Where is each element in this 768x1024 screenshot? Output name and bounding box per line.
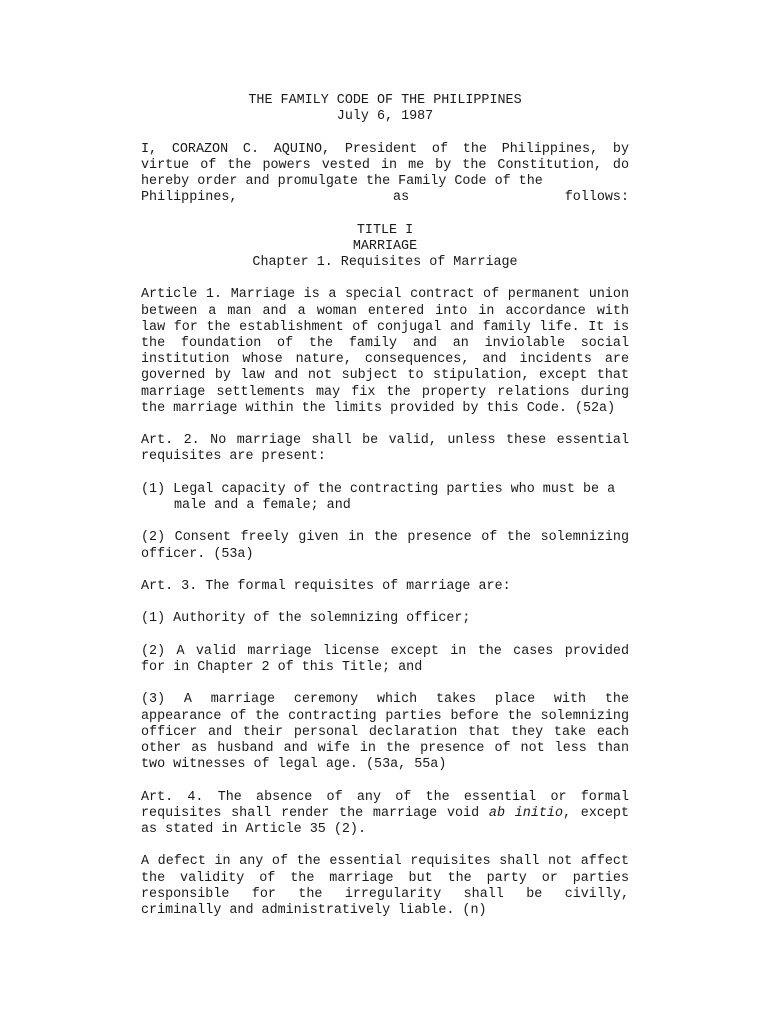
preamble-last-line: Philippines, as follows: [141,190,629,206]
article-3-item-2: (2) A valid marriage license except in the cases provided for in Chapter 2 of this Title; and [141,643,629,675]
title-block [141,223,629,272]
document-title: THE FAMILY CODE OF THE PHILIPPINES [248,93,522,108]
article-4-text-a: Art. 4. The absence of any of the essential or formal requisites shall render the marriage void [141,789,629,821]
title-heading: TITLE I [356,222,414,238]
article-4-paragraph-2: A defect in any of the essential requisites shall not affect the validity of the marriage but the party or parties responsible for the irregularity shall be civilly, criminally and administratively liable. (n) [141,854,629,918]
article-4 [141,790,629,839]
article-4-italic: ab initio [488,805,563,821]
preamble [141,142,629,207]
article-3-item-1: (1) Authority of the solemnizing officer; [141,611,471,627]
article-2-item-1: (1) Legal capacity of the contracting parties who must be a male and a female; and [141,481,616,513]
document-body [141,93,629,919]
document-date: July 6, 1987 [336,109,434,125]
preamble-text: I, CORAZON C. AQUINO, President of the Philippines, by virtue of the powers vested in me by the Constitution, do hereby order and promulgate the Family Code of the [141,141,629,189]
chapter-heading: Chapter 1. Requisites of Marriage [252,255,518,270]
article-1: Article 1. Marriage is a special contract of permanent union between a man and a woman entered into in accordance with law for the establishment of conjugal and family life. It is the foundation of the family and an inviolable social institution whose nature, consequences, and incidents are governed by law and not subject to stipulation, except that marriage settlements may fix the property relations during the marriage within the limits provided by this Code. (52a) [141,287,629,416]
title-subheading: MARRIAGE [352,238,418,254]
article-2: Art. 2. No marriage shall be valid, unless these essential requisites are present: [141,433,629,465]
article-4-text-b: , except as stated in Article 35 (2). [141,805,630,837]
article-3: Art. 3. The formal requisites of marriage are: [141,578,511,594]
article-3-item-3: (3) A marriage ceremony which takes place with the appearance of the contracting parties before the solemnizing officer and their personal declaration that they take each other as husband and wife in the presence of not less than two witnesses of legal age. (53a, 55a) [141,692,629,773]
article-2-item-2: (2) Consent freely given in the presence of the solemnizing officer. (53a) [141,530,629,562]
